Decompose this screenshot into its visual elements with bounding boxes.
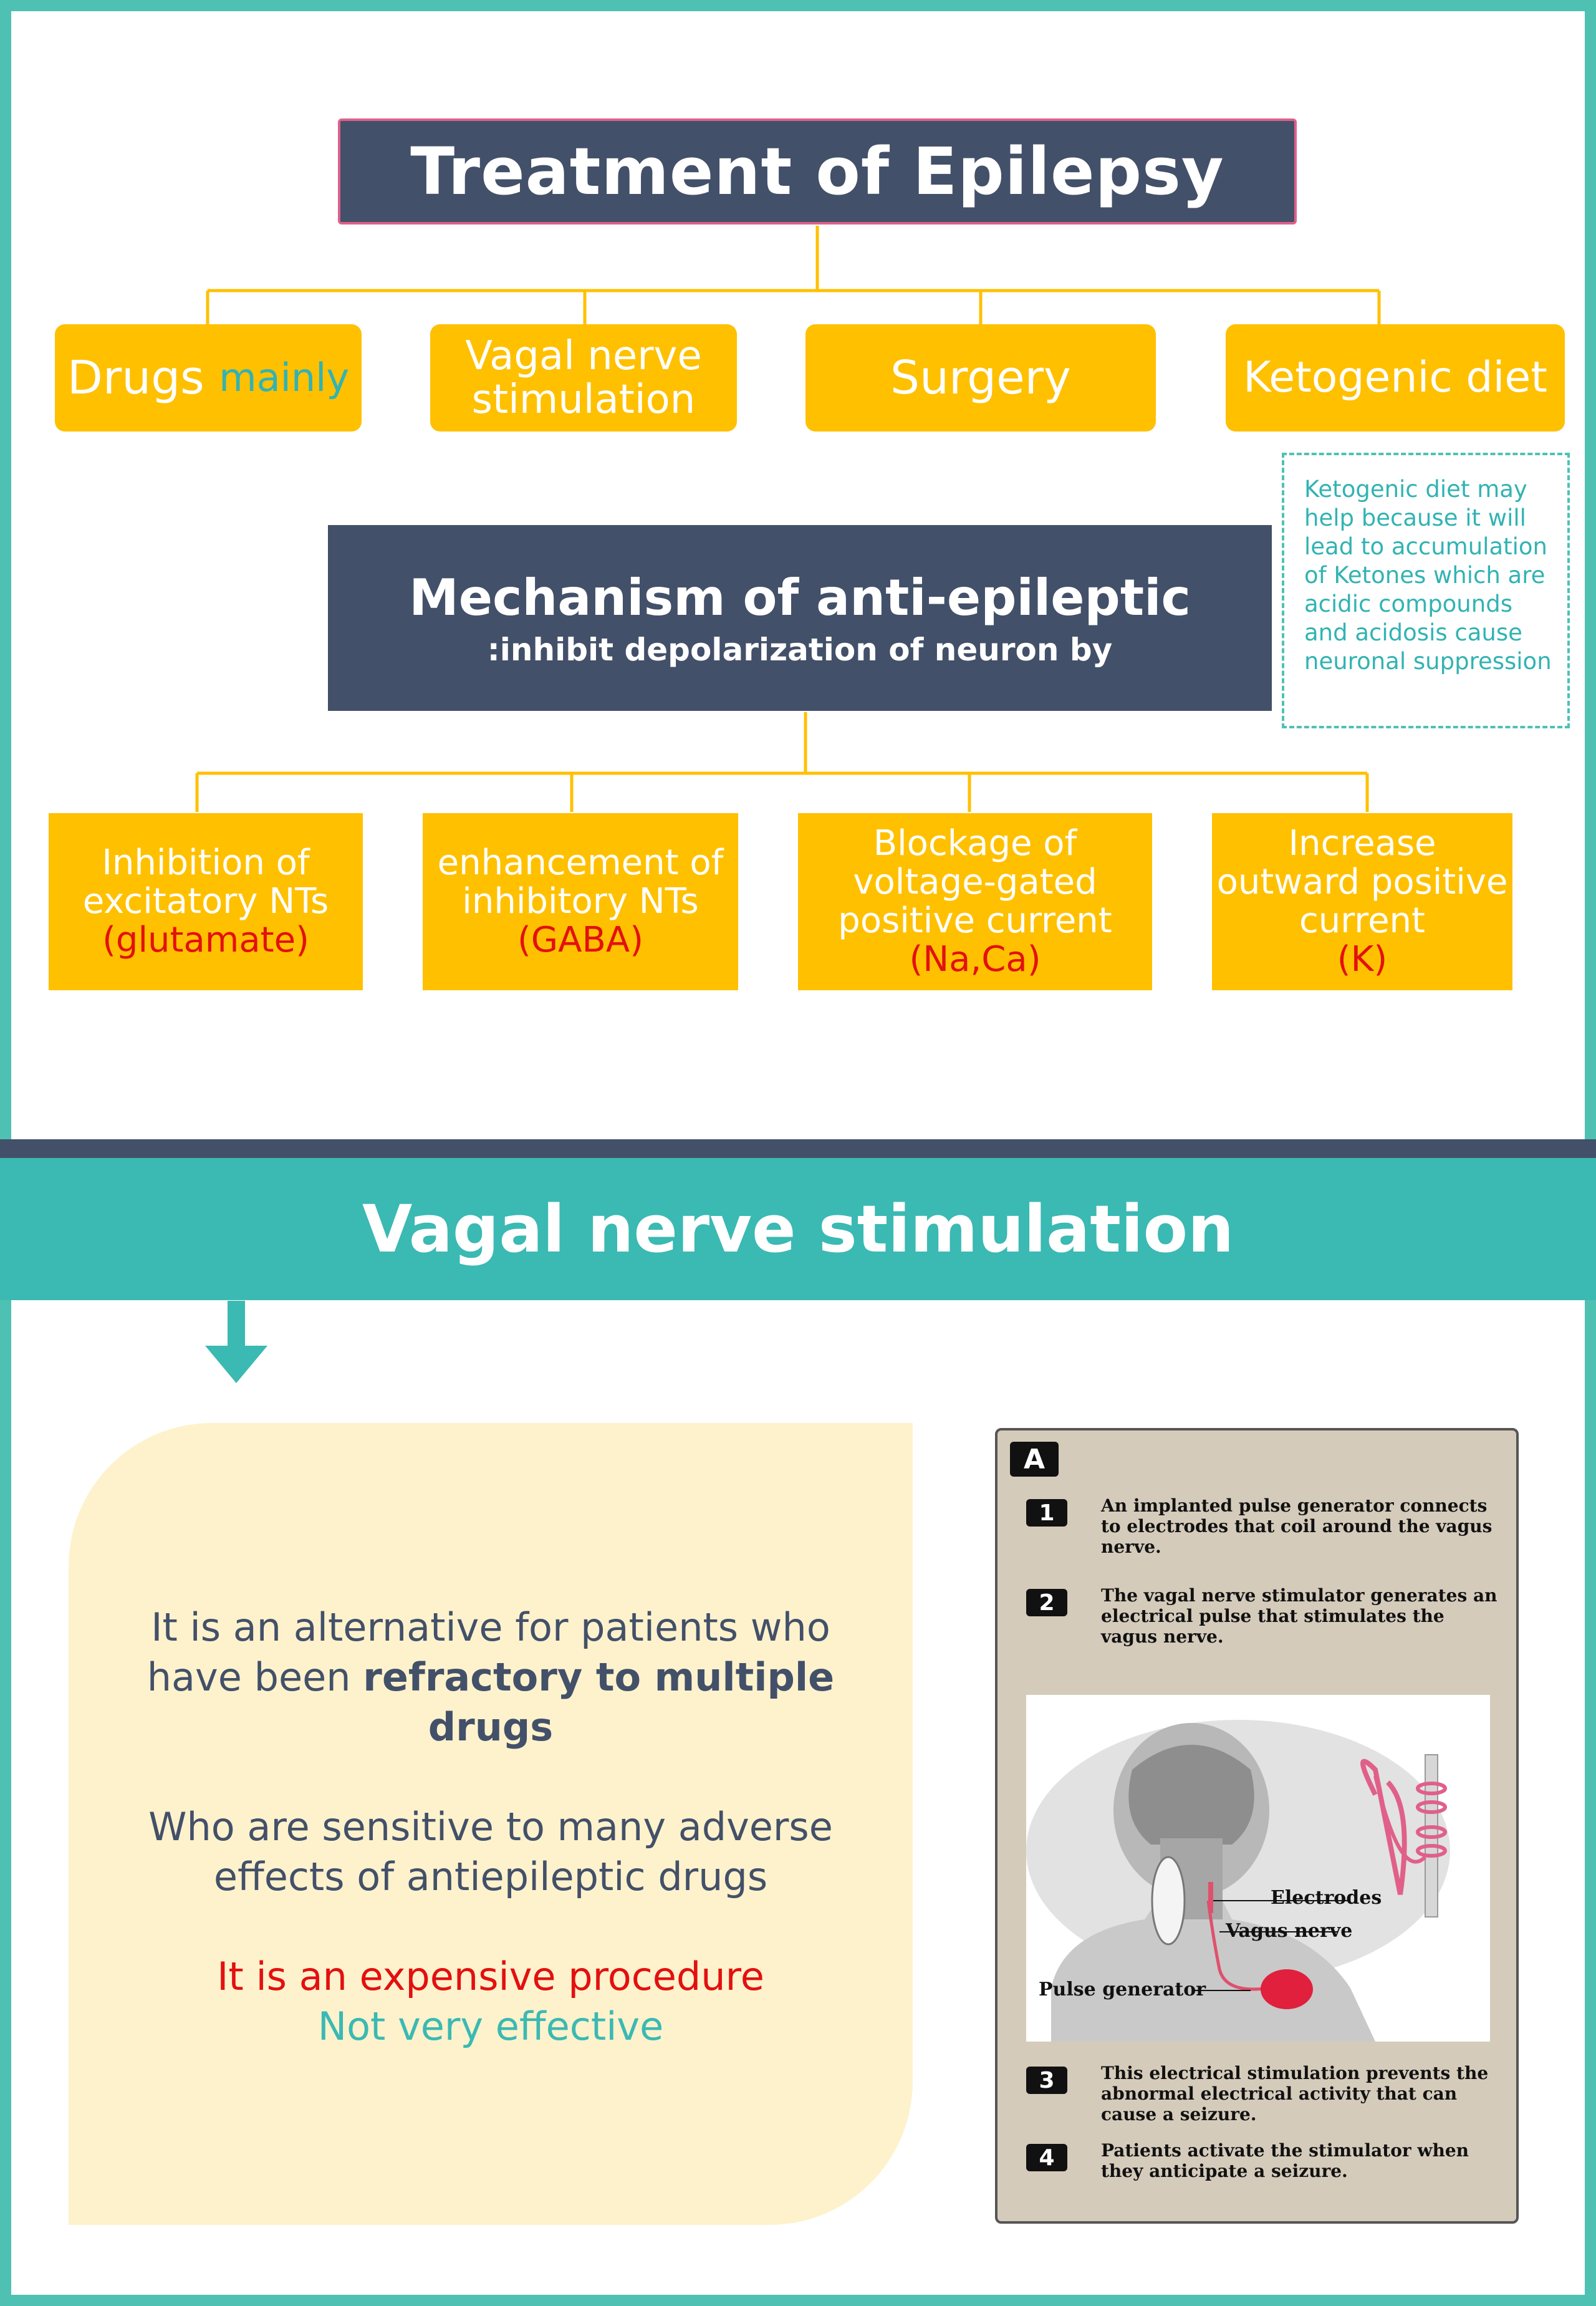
info-teal: Not very effective [317, 2004, 664, 2049]
drugs-accent: mainly [219, 355, 350, 400]
mech-line: inhibitory NTs [462, 881, 699, 922]
step-badge: 2 [1026, 1589, 1067, 1616]
treatment-vagal [430, 324, 737, 432]
mechanism-subheading: :inhibit depolarization of neuron by [487, 631, 1113, 668]
mech-line: Inhibition of [102, 842, 310, 883]
mech-line: voltage-gated [853, 862, 1097, 902]
section-divider [0, 1139, 1596, 1158]
mechanism-heading: Mechanism of anti-epileptic [409, 568, 1191, 627]
mechanism-box [328, 525, 1272, 711]
mech-target: (glutamate) [102, 920, 309, 960]
mechanism-item [798, 813, 1152, 990]
treatment-keto: Ketogenic diet [1226, 324, 1565, 432]
label-vagus: Vagus nerve [1226, 1920, 1353, 1942]
step-text: Patients activate the stimulator when they anticipate a seizure. [1101, 2140, 1469, 2181]
mech-line: enhancement of [437, 842, 724, 883]
mechanism-item [49, 813, 363, 990]
drugs-label: Drugs [67, 351, 204, 405]
step-text: The vagal nerve stimulator generates an electrical pulse that stimulates the vagus nerve. [1101, 1585, 1497, 1647]
mech-line: positive current [838, 900, 1112, 941]
step-badge: 3 [1026, 2067, 1067, 2094]
step-badge: 1 [1026, 1499, 1067, 1527]
treatment-drugs [55, 324, 362, 432]
mech-line: Increase [1288, 823, 1436, 864]
info-paragraph-1 [118, 1603, 863, 1752]
vagal-line2: stimulation [471, 377, 696, 423]
treatment-surgery: Surgery [805, 324, 1156, 432]
section-title: Vagal nerve stimulation [0, 1158, 1596, 1300]
info-card [69, 1423, 913, 2225]
mech-line: current [1299, 900, 1425, 941]
info-paragraph-2: Who are sensitive to many adverse effects of antiepileptic drugs [148, 1804, 833, 1899]
info-red: It is an expensive procedure [217, 1954, 764, 1999]
mech-target: (Na,Ca) [909, 939, 1041, 980]
mechanism-item [1212, 813, 1512, 990]
step-badge: 4 [1026, 2144, 1067, 2171]
panel-label: A [1010, 1442, 1059, 1477]
step-text: This electrical stimulation prevents the abnormal electrical activity that can cause a seizure. [1101, 2063, 1489, 2125]
step-text: An implanted pulse generator connects to electrodes that coil around the vagus nerve. [1101, 1495, 1493, 1557]
info-bold: refractory to multiple drugs [363, 1654, 835, 1750]
page-title: Treatment of Epilepsy [338, 118, 1297, 224]
vns-illustration [1026, 1695, 1490, 2042]
label-generator: Pulse generator [1039, 1979, 1206, 2000]
mech-line: Blockage of [873, 823, 1077, 864]
keto-note: Ketogenic diet may help because it will lead to accumulation of Ketones which are acidic compounds and acidosis cause neuronal suppression [1282, 453, 1570, 728]
info-paragraph-3 [106, 1952, 875, 2052]
mechanism-item [423, 813, 738, 990]
vns-figure [995, 1428, 1519, 2224]
mech-line: outward positive [1216, 862, 1508, 902]
mech-target: (K) [1337, 939, 1388, 980]
info-text: It is an alternative for patients who have been [147, 1604, 830, 1700]
mech-line: excitatory NTs [82, 881, 329, 922]
label-electrodes: Electrodes [1271, 1887, 1382, 1909]
vagal-line1: Vagal nerve [465, 333, 702, 379]
down-arrow-icon [202, 1301, 271, 1388]
mech-target: (GABA) [517, 920, 644, 960]
